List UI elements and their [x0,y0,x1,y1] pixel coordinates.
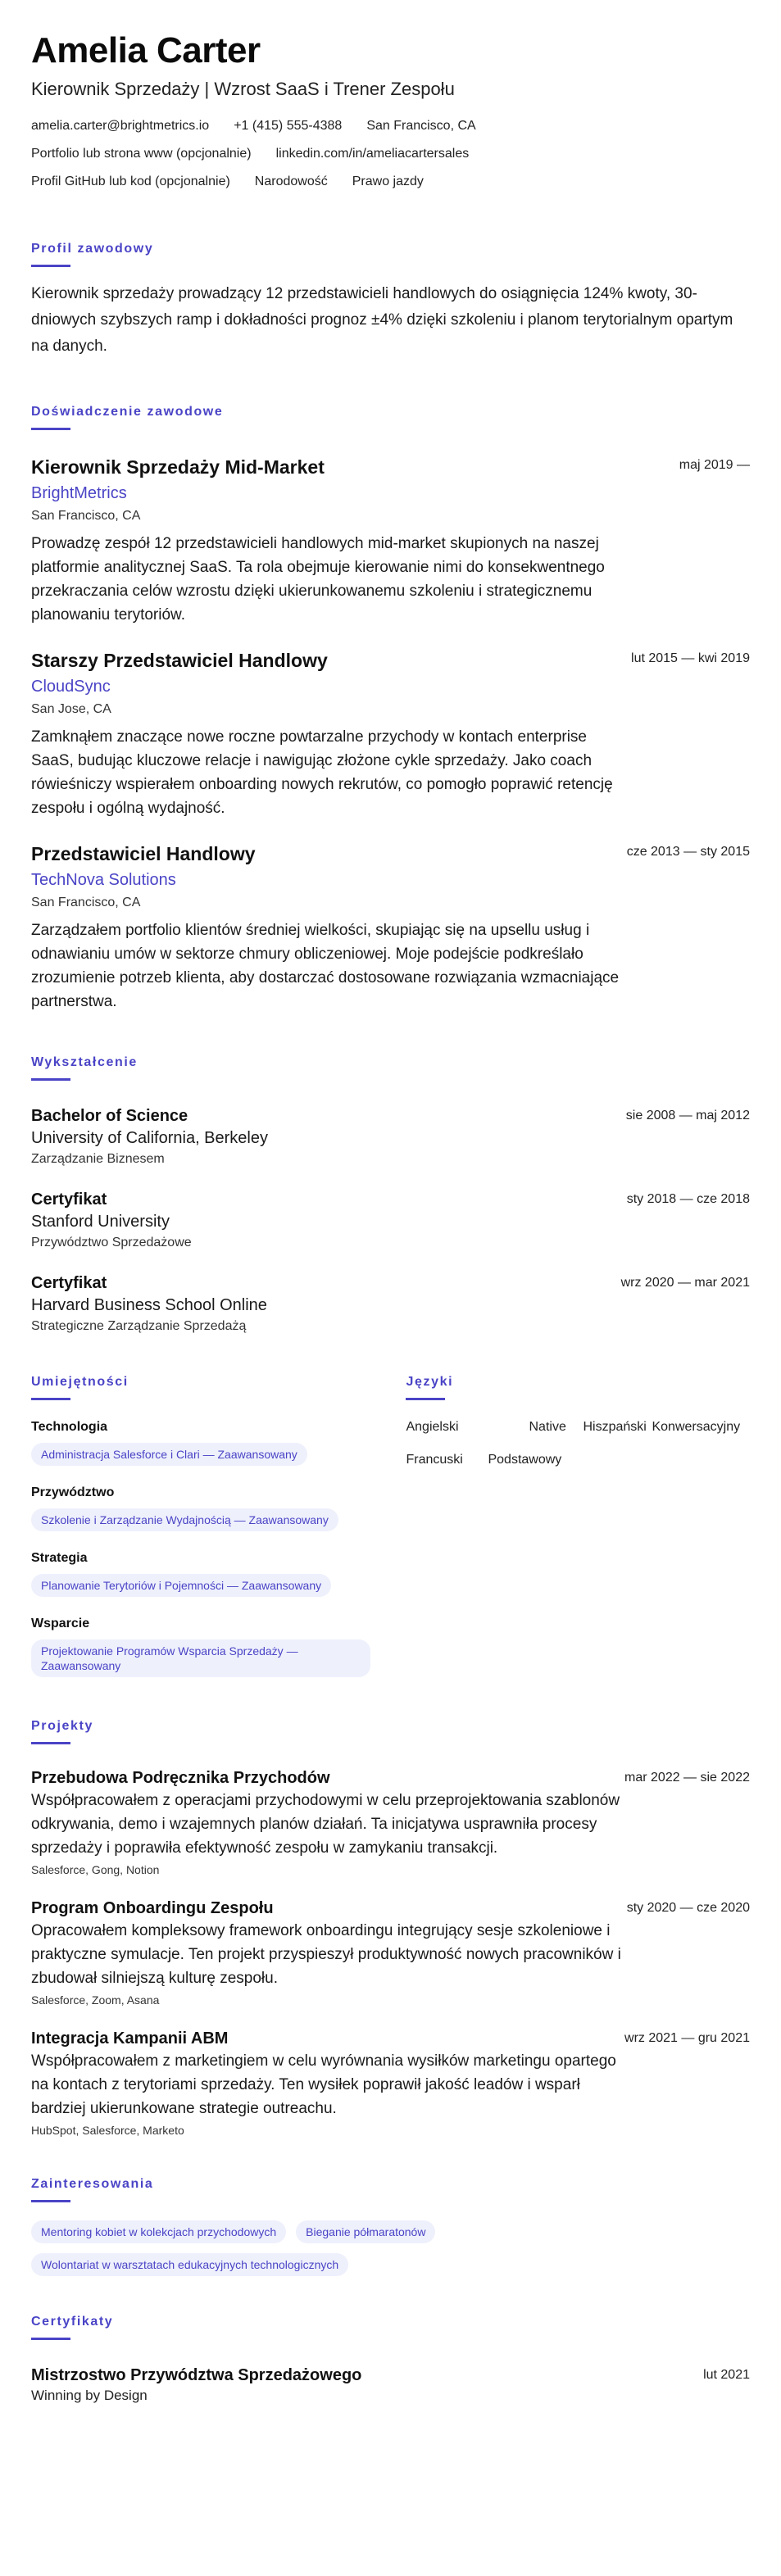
skill-group [31,1549,406,1597]
experience-item [31,455,750,627]
contact-github[interactable]: Profil GitHub lub kod (opcjonalnie) [31,175,230,188]
skill-group [31,1484,406,1531]
language-name: Francuski [406,1453,463,1467]
skill-category: Przywództwo [31,1485,115,1499]
certificate-item [31,2365,750,2406]
project-name: Integracja Kampanii ABM [31,2030,229,2048]
project-item [31,1898,750,2008]
education-section [31,1054,750,1336]
degree: Certyfikat [31,1274,107,1292]
skill-category: Technologia [31,1420,108,1434]
skill-group [31,1615,406,1677]
skill-chip: Planowanie Terytoriów i Pojemności — Zaawansowany [31,1574,331,1597]
job-dates: lut 2015 — kwi 2019 [631,651,750,665]
section-divider [31,2338,70,2340]
section-divider [31,1398,70,1400]
contact-phone[interactable]: +1 (415) 555-4388 [234,119,343,133]
skill-chip: Administracja Salesforce i Clari — Zaawansowany [31,1443,307,1466]
job-title: Przedstawiciel Handlowy [31,843,256,864]
project-item [31,2028,750,2138]
job-title: Starszy Przedstawiciel Handlowy [31,650,328,671]
school: University of California, Berkeley [31,1129,268,1147]
project-name: Program Onboardingu Zespołu [31,1899,274,1917]
project-description: Współpracowałem z marketingiem w celu wyrównania wysiłków marketingu opartego na kontach z terytoriami sprzedaży. Ten wysiłek poprawił jakość leadów i wsparł bardziej ukierunkowane strategie outreachu. [31,2052,616,2117]
skills-languages-row [31,1374,750,1677]
field-of-study: Strategiczne Zarządzanie Sprzedażą [31,1319,247,1333]
section-title: Profil zawodowy [31,242,154,256]
interest-chip: Mentoring kobiet w kolekcjach przychodowych [31,2220,286,2243]
skill-category: Wsparcie [31,1617,90,1630]
project-name: Przebudowa Podręcznika Przychodów [31,1769,330,1787]
section-divider [31,265,70,267]
education-item [31,1189,750,1253]
school: Harvard Business School Online [31,1296,267,1314]
job-location: San Jose, CA [31,702,111,716]
section-title: Języki [406,1375,454,1389]
section-title: Doświadczenie zawodowe [31,405,224,419]
profile-section [31,241,750,360]
degree: Certyfikat [31,1190,107,1209]
education-item [31,1105,750,1169]
projects-section [31,1718,750,2138]
skill-chip: Szkolenie i Zarządzanie Wydajnością — Zaawansowany [31,1508,338,1531]
project-dates: sty 2020 — cze 2020 [626,1901,750,1915]
certificates-section [31,2314,750,2406]
certificate-date: lut 2021 [703,2368,750,2382]
section-divider [31,2200,70,2202]
headline: Kierownik Sprzedaży | Wzrost SaaS i Trener Zespołu [31,79,455,99]
project-tech: HubSpot, Salesforce, Marketo [31,2124,184,2137]
education-item [31,1272,750,1336]
experience-item [31,648,750,820]
contact-linkedin[interactable]: linkedin.com/in/ameliacartersales [275,147,470,161]
contact-list [31,118,605,190]
skills-section [31,1374,406,1677]
job-dates: cze 2013 — sty 2015 [626,845,750,859]
job-description: Zamknąłem znaczące nowe roczne powtarzalne przychody w kontach enterprise SaaS, budując kluczowe relacje i nawigując złożone cykle sprzedaży. Jako coach rówieśniczy wspierałem onboarding nowych rekrutów, co pomogło poprawić retencję zespołu i ogólną wydajność. [31,728,613,817]
interest-chip: Bieganie półmaratonów [296,2220,435,2243]
education-dates: wrz 2020 — mar 2021 [620,1276,750,1290]
language-row [406,1418,750,1436]
skill-group [31,1418,406,1466]
certificate-issuer: Winning by Design [31,2388,148,2403]
school: Stanford University [31,1213,170,1231]
interest-chips [31,2220,750,2276]
candidate-name: Amelia Carter [31,30,261,70]
contact-location: San Francisco, CA [366,119,476,133]
certificate-name: Mistrzostwo Przywództwa Sprzedażowego [31,2366,362,2384]
section-title: Umiejętności [31,1375,129,1389]
section-title: Certyfikaty [31,2315,114,2329]
education-dates: sty 2018 — cze 2018 [626,1192,750,1206]
skill-category: Strategia [31,1551,88,1565]
language-row [406,1451,750,1469]
section-divider [31,428,70,430]
project-dates: wrz 2021 — gru 2021 [624,2031,750,2045]
section-divider [31,1078,70,1081]
interest-chip: Wolontariat w warsztatach edukacyjnych technologicznych [31,2253,348,2276]
job-location: San Francisco, CA [31,896,141,909]
project-tech: Salesforce, Zoom, Asana [31,1993,160,2007]
job-title: Kierownik Sprzedaży Mid-Market [31,456,325,478]
field-of-study: Zarządzanie Biznesem [31,1152,165,1166]
company-name: TechNova Solutions [31,871,176,889]
languages-section [406,1374,750,1677]
experience-section [31,404,750,1014]
contact-nationality: Narodowość [254,175,328,188]
language-name: Angielski [406,1420,459,1434]
degree: Bachelor of Science [31,1107,188,1125]
job-description: Prowadzę zespół 12 przedstawicieli handlowych mid-market skupionych na naszej platformie analitycznej SaaS. Ta rola obejmuje kierowanie nimi do konsekwentnego przekraczania celów wzrostu dzięki ukierunkowanemu szkoleniu i strategicznemu planowaniu terytoriów. [31,535,605,624]
project-dates: mar 2022 — sie 2022 [624,1771,750,1785]
job-location: San Francisco, CA [31,509,141,523]
interests-section [31,2176,750,2276]
section-title: Zainteresowania [31,2177,154,2191]
profile-summary: Kierownik sprzedaży prowadzący 12 przedstawicieli handlowych do osiągnięcia 124% kwoty, 30-dniowych szybszych ramp i dokładności prognoz ±4% dzięki szkoleniu i planom terytorialnym opartym na danych. [31,285,733,355]
skill-chip: Projektowanie Programów Wsparcia Sprzedaży — Zaawansowany [31,1639,370,1677]
section-divider [406,1398,445,1400]
section-divider [31,1742,70,1744]
language-level: Konwersacyjny [652,1420,741,1434]
company-name: BrightMetrics [31,484,127,502]
job-description: Zarządzałem portfolio klientów średniej wielkości, skupiając się na upsellu usług i odnawianiu umów w sektorze chmury obliczeniowej. Moje podejście podkreślało zrozumienie potrzeb klienta, aby dostarczać dostosowane rozwiązania wzmacniające partnerstwa. [31,922,620,1010]
project-description: Współpracowałem z operacjami przychodowymi w celu przeprojektowania szablonów odkrywania, demo i wzajemnych planów działań. Ta inicjatywa usprawniła procesy sprzedaży i poprawiła efektywność zespołu w zamykaniu transakcji. [31,1792,620,1857]
experience-item [31,841,750,1014]
section-title: Wykształcenie [31,1055,138,1069]
job-dates: maj 2019 — [679,458,750,472]
language-name: Hiszpański [583,1420,647,1434]
field-of-study: Przywództwo Sprzedażowe [31,1236,192,1249]
project-description: Opracowałem kompleksowy framework onboardingu integrujący sesje szkoleniowe i praktyczne symulacje. Ten projekt przyspieszył produktywność nowych pracowników i zbudował silniejszą kulturę zespołu. [31,1922,621,1987]
language-level: Podstawowy [488,1453,562,1467]
education-dates: sie 2008 — maj 2012 [625,1109,750,1122]
contact-portfolio[interactable]: Portfolio lub strona www (opcjonalnie) [31,147,252,161]
company-name: CloudSync [31,678,111,696]
section-title: Projekty [31,1719,93,1733]
language-level: Native [529,1420,566,1434]
contact-license: Prawo jazdy [352,175,424,188]
contact-email[interactable]: amelia.carter@brightmetrics.io [31,119,210,133]
project-tech: Salesforce, Gong, Notion [31,1863,160,1876]
project-item [31,1767,750,1878]
